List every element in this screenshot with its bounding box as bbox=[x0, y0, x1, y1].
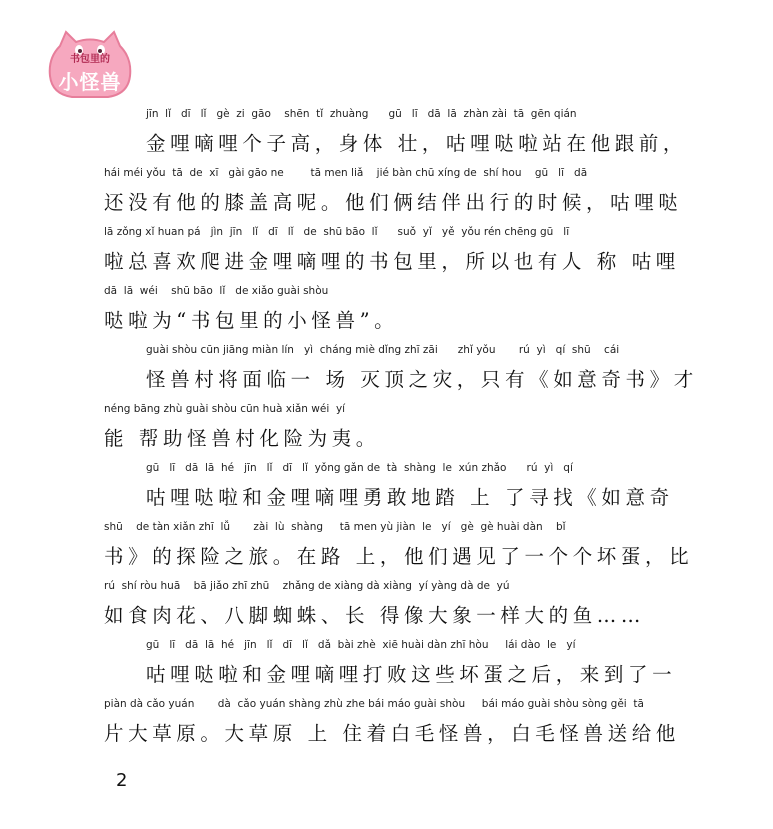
pinyin-line: gū lī dā lā hé jīn lǐ dī lǐ dǎ bài zhè xiē huài dàn zhī hòu lái dào le yí bbox=[146, 639, 576, 651]
logo-title-small: 书包里的 bbox=[70, 54, 110, 65]
chinese-line: 片大草原。大草原 上 住着白毛怪兽，白毛怪兽送给他 bbox=[104, 722, 680, 745]
pinyin-line: gū lī dā lā hé jīn lǐ dī lǐ yǒng gǎn de tà shàng le xún zhǎo rú yì qí bbox=[146, 462, 573, 474]
logo-title-big: 小怪兽 bbox=[58, 70, 122, 94]
chinese-line: 如食肉花、八脚蜘蛛、长 得像大象一样大的鱼…… bbox=[104, 604, 645, 627]
pinyin-line: shū de tàn xiǎn zhī lǚ zài lù shàng tā men yù jiàn le yí gè gè huài dàn bǐ bbox=[104, 521, 566, 533]
pinyin-line: rú shí ròu huā bā jiǎo zhī zhū zhǎng de xiàng dà xiàng yí yàng dà de yú bbox=[104, 580, 510, 592]
chinese-line: 啦总喜欢爬进金哩嘀哩的书包里，所以也有人 称 咕哩 bbox=[104, 250, 680, 273]
chinese-line: 能 帮助怪兽村化险为夷。 bbox=[104, 427, 380, 450]
chinese-line: 咕哩哒啦和金哩嘀哩勇敢地踏 上 了寻找《如意奇 bbox=[146, 486, 674, 509]
book-logo bbox=[46, 28, 134, 100]
pinyin-line: hái méi yǒu tā de xī gài gāo ne tā men liǎ jié bàn chū xíng de shí hou gū lī dā bbox=[104, 167, 588, 179]
pinyin-line: lā zǒng xǐ huan pá jìn jīn lǐ dī lǐ de shū bāo lǐ suǒ yǐ yě yǒu rén chēng gū lī bbox=[104, 226, 570, 238]
chinese-line: 书》的探险之旅。在路 上，他们遇见了一个个坏蛋，比 bbox=[104, 545, 694, 568]
chinese-line: 还没有他的膝盖高呢。他们俩结伴出行的时候，咕哩哒 bbox=[104, 191, 683, 214]
chinese-line: 金哩嘀哩个子高，身体 壮，咕哩哒啦站在他跟前， bbox=[146, 132, 687, 155]
pinyin-line: guài shòu cūn jiāng miàn lín yì cháng miè dǐng zhī zāi zhǐ yǒu rú yì qí shū cái bbox=[146, 344, 620, 356]
pinyin-line: néng bāng zhù guài shòu cūn huà xiǎn wéi yí bbox=[104, 403, 346, 415]
page-number: 2 bbox=[116, 770, 128, 791]
pinyin-line: dā lā wéi shū bāo lǐ de xiǎo guài shòu bbox=[104, 285, 329, 297]
chinese-line: 怪兽村将面临一 场 灭顶之灾，只有《如意奇书》才 bbox=[146, 368, 698, 391]
chinese-line: 哒啦为“书包里的小怪兽”。 bbox=[104, 309, 399, 332]
pinyin-line: piàn dà cǎo yuán dà cǎo yuán shàng zhù zhe bái máo guài shòu bái máo guài shòu sòng gěi tā bbox=[104, 698, 644, 710]
pinyin-line: jīn lǐ dī lǐ gè zi gāo shēn tǐ zhuàng gū lī dā lā zhàn zài tā gēn qián bbox=[146, 108, 577, 120]
chinese-line: 咕哩哒啦和金哩嘀哩打败这些坏蛋之后，来到了一 bbox=[146, 663, 677, 686]
